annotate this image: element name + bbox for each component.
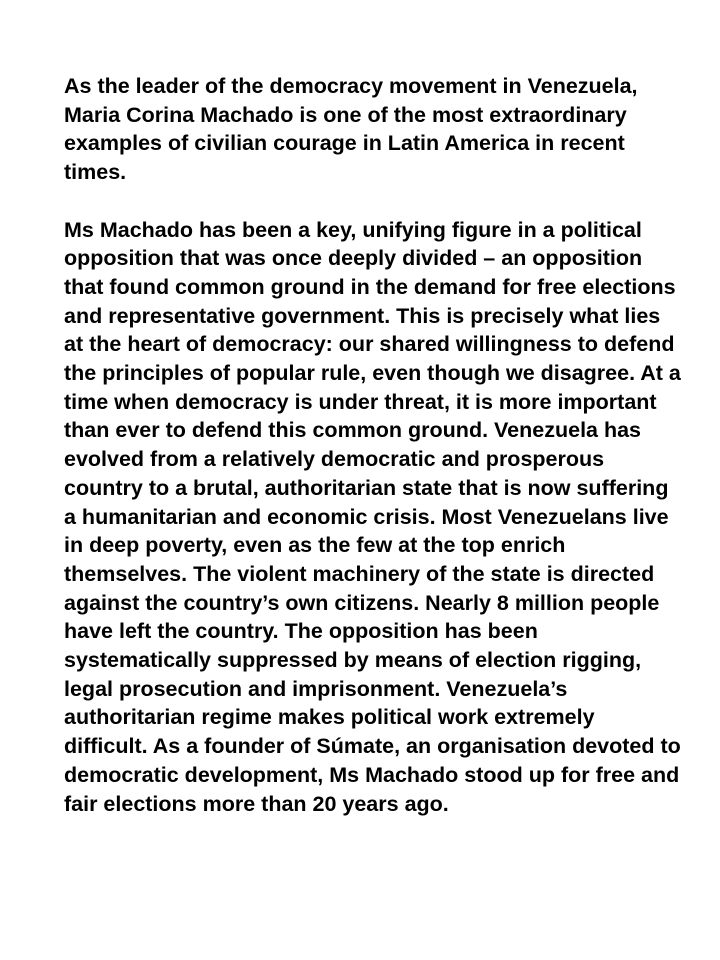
paragraph-intro: As the leader of the democracy movement in Venezuela, Maria Corina Machado is one of the most extraordinary examples of civilian courage in Latin America in recent times. [64,74,638,185]
paragraph-main: Ms Machado has been a key, unifying figure in a political opposition that was once deeply divided – an opposition that found common ground in the demand for free elections and representative government. This is precisely what lies at the heart of democracy: our shared willingness to defend the principles of popular rule, even though we disagree. At a time when democracy is under threat, it is more important than ever to defend this common ground. Venezuela has evolved from a relatively democratic and prosperous country to a brutal, authoritarian state that is now suffering a humanitarian and economic crisis. Most Venezuelans live in deep poverty, even as the few at the top enrich themselves. The violent machinery of the state is directed against the country’s own citizens. Nearly 8 million people have left the country. The opposition has been systematically suppressed by means of election rigging, legal prosecution and imprisonment. Venezuela’s authoritarian regime makes political work extremely difficult. As a founder of Súmate, an organisation devoted to democratic development, Ms Machado stood up for free and fair elections more than 20 years ago. [64,217,681,816]
document-body [64,72,684,818]
